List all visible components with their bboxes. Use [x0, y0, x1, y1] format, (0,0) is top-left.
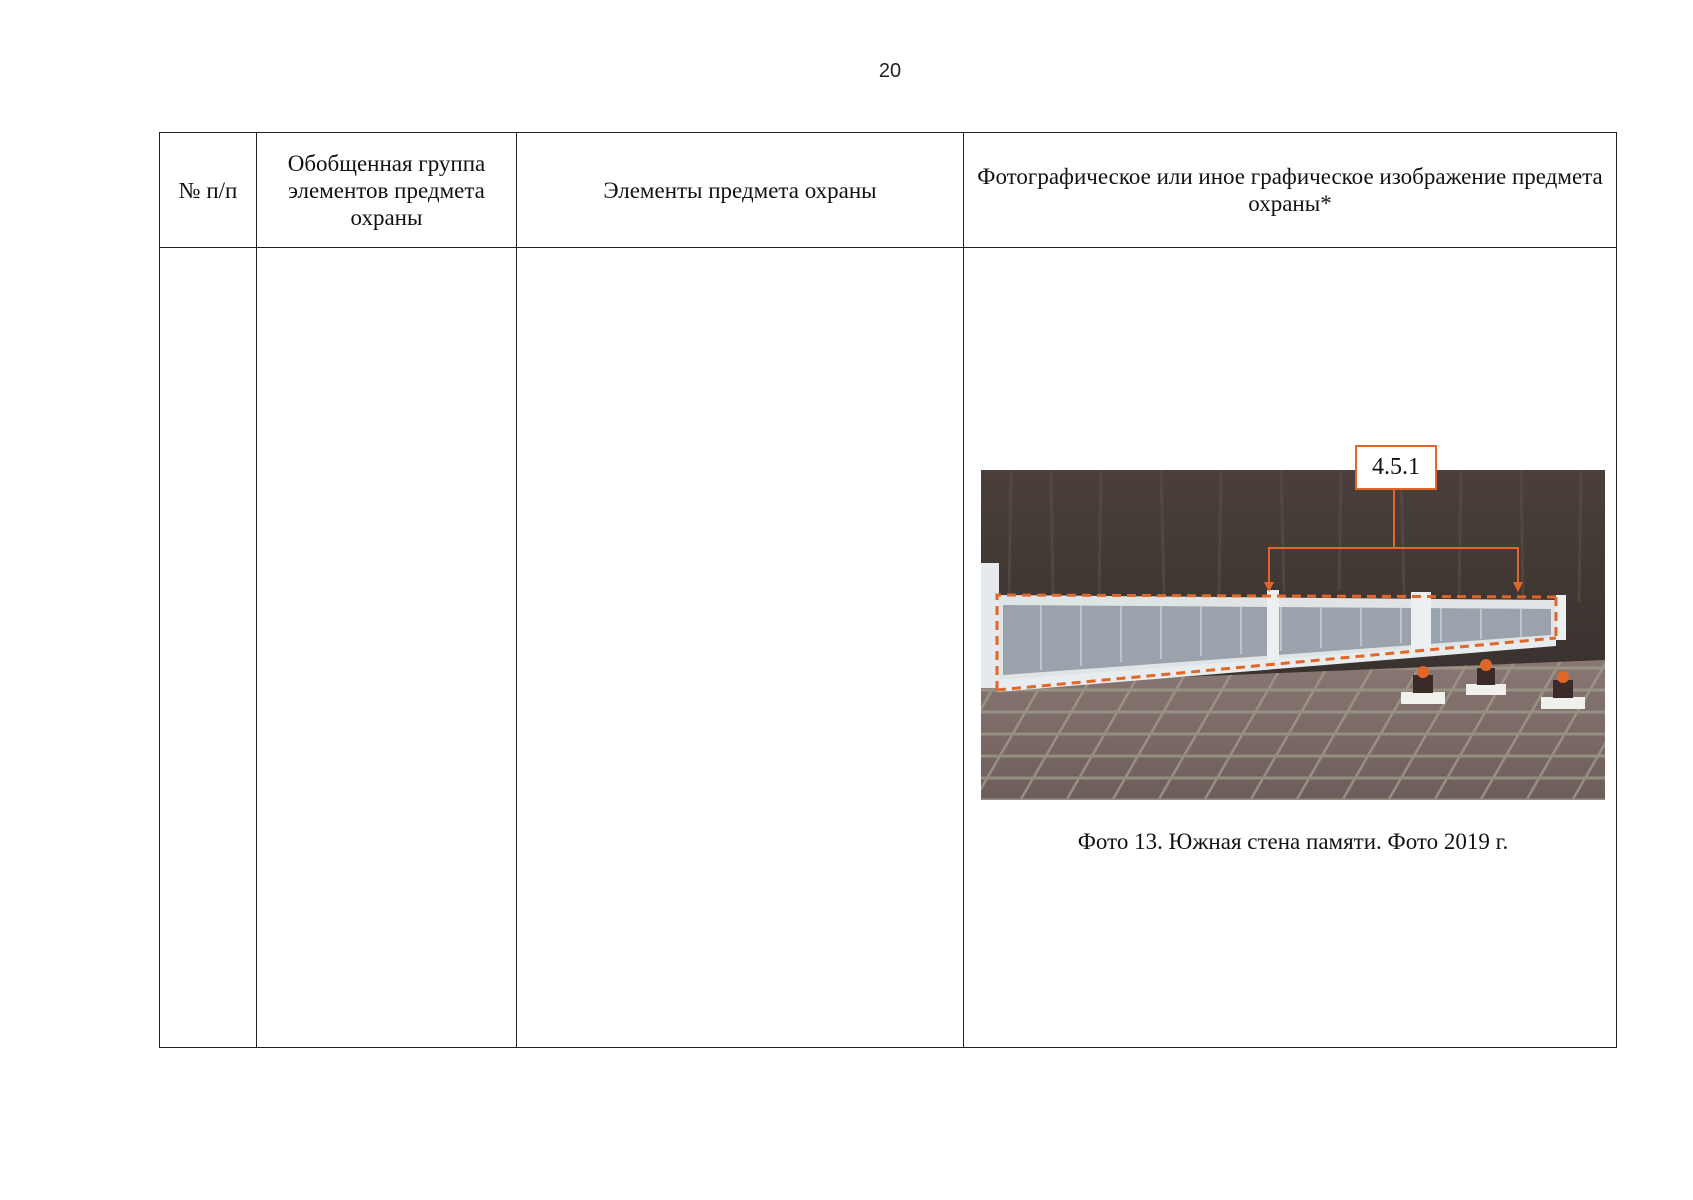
header-photo: Фотографическое или иное графическое изображение предмета охраны* — [964, 133, 1617, 248]
header-group: Обобщенная группа элементов предмета охраны — [257, 133, 517, 248]
cell-elements — [517, 248, 964, 1048]
memorial-wall-photo — [981, 454, 1605, 800]
table-row — [160, 248, 1617, 1048]
header-elements: Элементы предмета охраны — [517, 133, 964, 248]
memorial-wall-image — [981, 470, 1605, 800]
cell-group — [257, 248, 517, 1048]
photo-caption: Фото 13. Южная стена памяти. Фото 2019 г. — [1077, 829, 1509, 854]
cell-photo — [964, 248, 1617, 1048]
photo-block — [981, 454, 1605, 855]
page-number: 20 — [878, 60, 902, 82]
cell-number — [160, 248, 257, 1048]
header-number: № п/п — [160, 133, 257, 248]
element-callout: 4.5.1 — [1355, 445, 1437, 490]
protection-table — [159, 132, 1617, 1048]
table-header-row — [160, 133, 1617, 248]
